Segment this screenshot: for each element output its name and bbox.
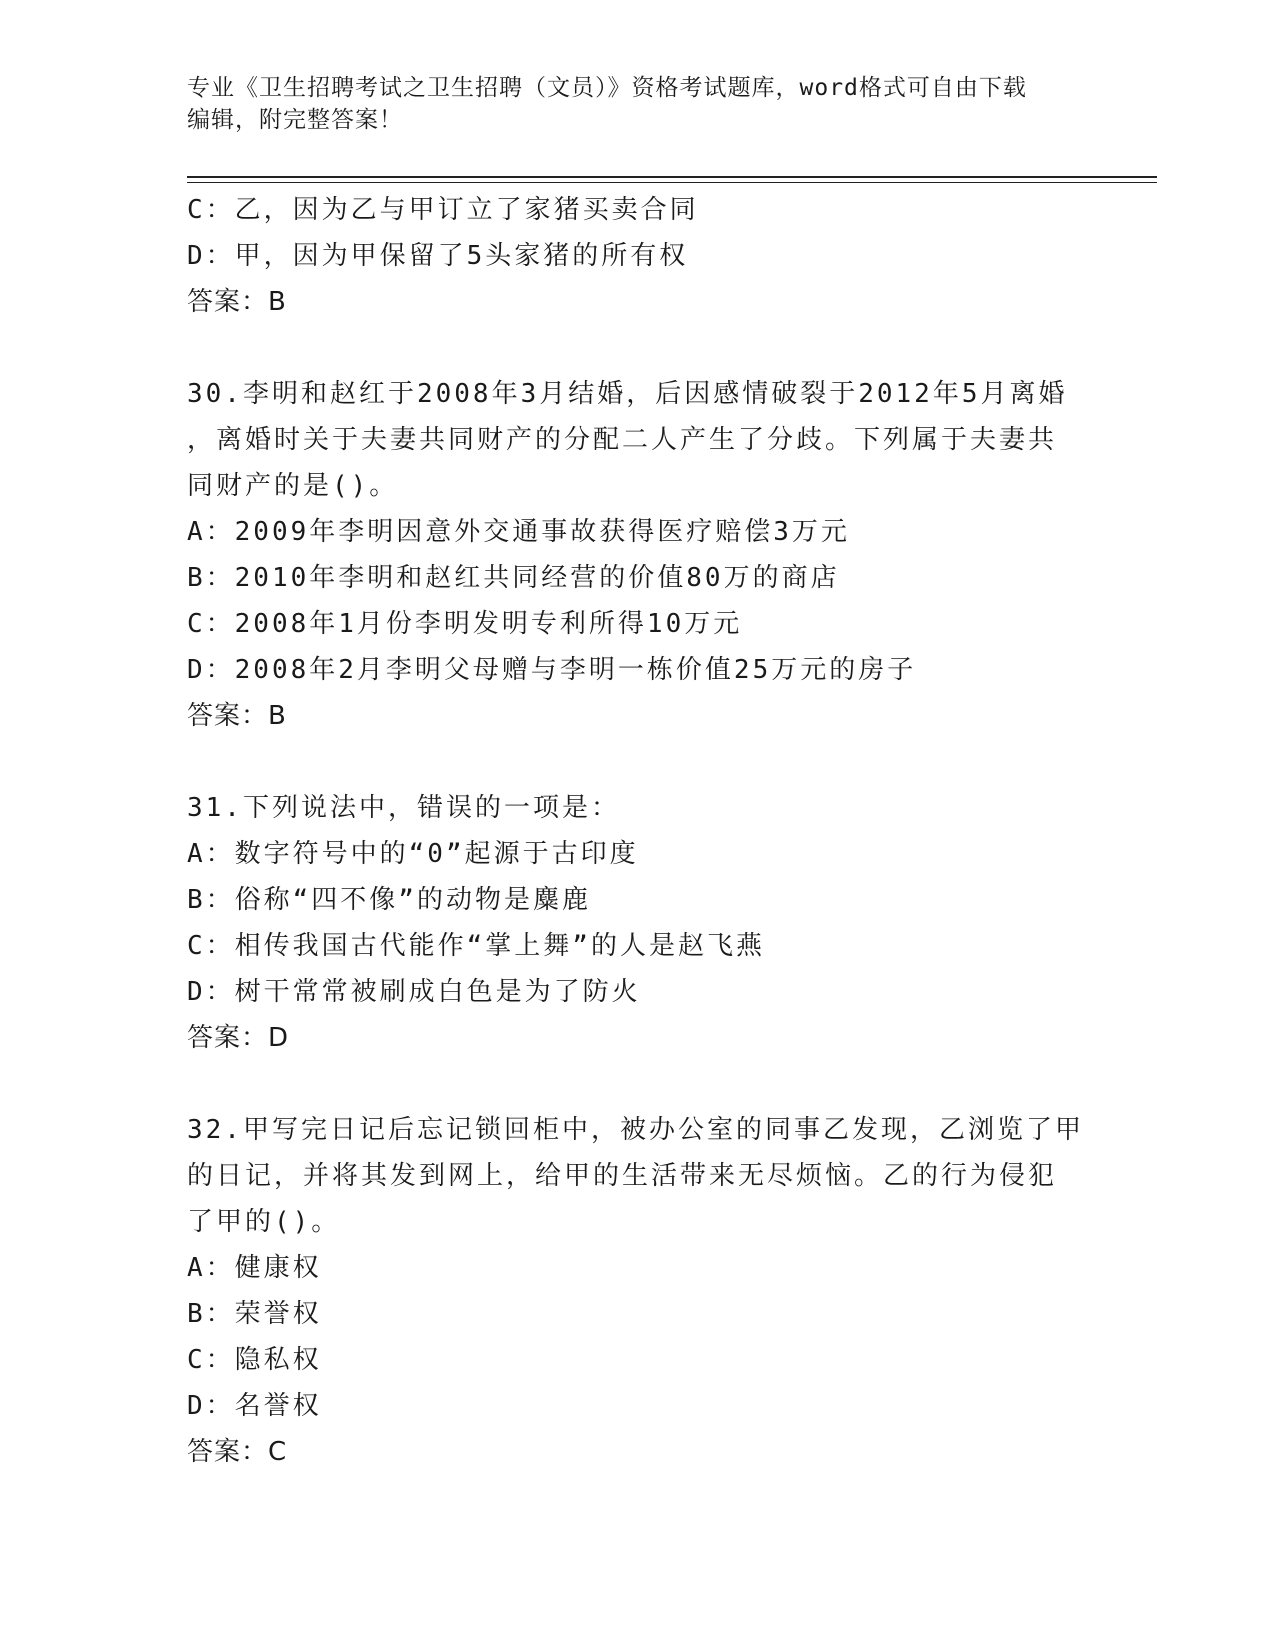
option-c: C：2008年1月份李明发明专利所得10万元	[187, 609, 743, 639]
question-29	[187, 187, 1087, 325]
header-rule-thick	[187, 176, 1157, 178]
answer-line: 答案：B	[187, 287, 287, 317]
option-b: B：荣誉权	[187, 1299, 322, 1329]
question-30	[187, 371, 1087, 739]
option-a: A：数字符号中的“0”起源于古印度	[187, 839, 639, 869]
answer-line: 答案：D	[187, 1023, 290, 1053]
spacer	[187, 739, 1087, 785]
answer-line: 答案：C	[187, 1437, 288, 1467]
option-d: D：2008年2月李明父母赠与李明一栋价值25万元的房子	[187, 655, 917, 685]
header-line-2: 编辑，附完整答案！	[187, 107, 403, 133]
header-line-1: 专业《卫生招聘考试之卫生招聘（文员）》资格考试题库，word格式可自由下载	[187, 75, 1027, 101]
option-a: A：健康权	[187, 1253, 322, 1283]
document-header	[187, 72, 1087, 136]
question-stem: 31.下列说法中，错误的一项是：	[187, 793, 620, 823]
answer-line: 答案：B	[187, 701, 287, 731]
spacer	[187, 1061, 1087, 1107]
question-stem: 30.李明和赵红于2008年3月结婚，后因感情破裂于2012年5月离婚	[187, 379, 1068, 409]
question-stem: 了甲的()。	[187, 1207, 341, 1237]
question-list	[187, 187, 1087, 1475]
option-b: B：2010年李明和赵红共同经营的价值80万的商店	[187, 563, 840, 593]
option-b: B：俗称“四不像”的动物是麋鹿	[187, 885, 591, 915]
option-c: C：相传我国古代能作“掌上舞”的人是赵飞燕	[187, 931, 765, 961]
option-c: C：隐私权	[187, 1345, 322, 1375]
question-stem: 同财产的是()。	[187, 471, 399, 501]
option-d: D：甲，因为甲保留了5头家猪的所有权	[187, 241, 689, 271]
question-stem: 32.甲写完日记后忘记锁回柜中，被办公室的同事乙发现，乙浏览了甲	[187, 1115, 1084, 1145]
option-d: D：树干常常被刷成白色是为了防火	[187, 977, 641, 1007]
question-stem: ，离婚时关于夫妻共同财产的分配二人产生了分歧。下列属于夫妻共	[187, 425, 1058, 455]
question-31	[187, 785, 1087, 1061]
option-d: D：名誉权	[187, 1391, 322, 1421]
header-rule-thin	[187, 182, 1157, 183]
option-c: C：乙，因为乙与甲订立了家猪买卖合同	[187, 195, 699, 225]
question-32	[187, 1107, 1087, 1475]
question-stem: 的日记，并将其发到网上，给甲的生活带来无尽烦恼。乙的行为侵犯	[187, 1161, 1058, 1191]
spacer	[187, 325, 1087, 371]
option-a: A：2009年李明因意外交通事故获得医疗赔偿3万元	[187, 517, 850, 547]
